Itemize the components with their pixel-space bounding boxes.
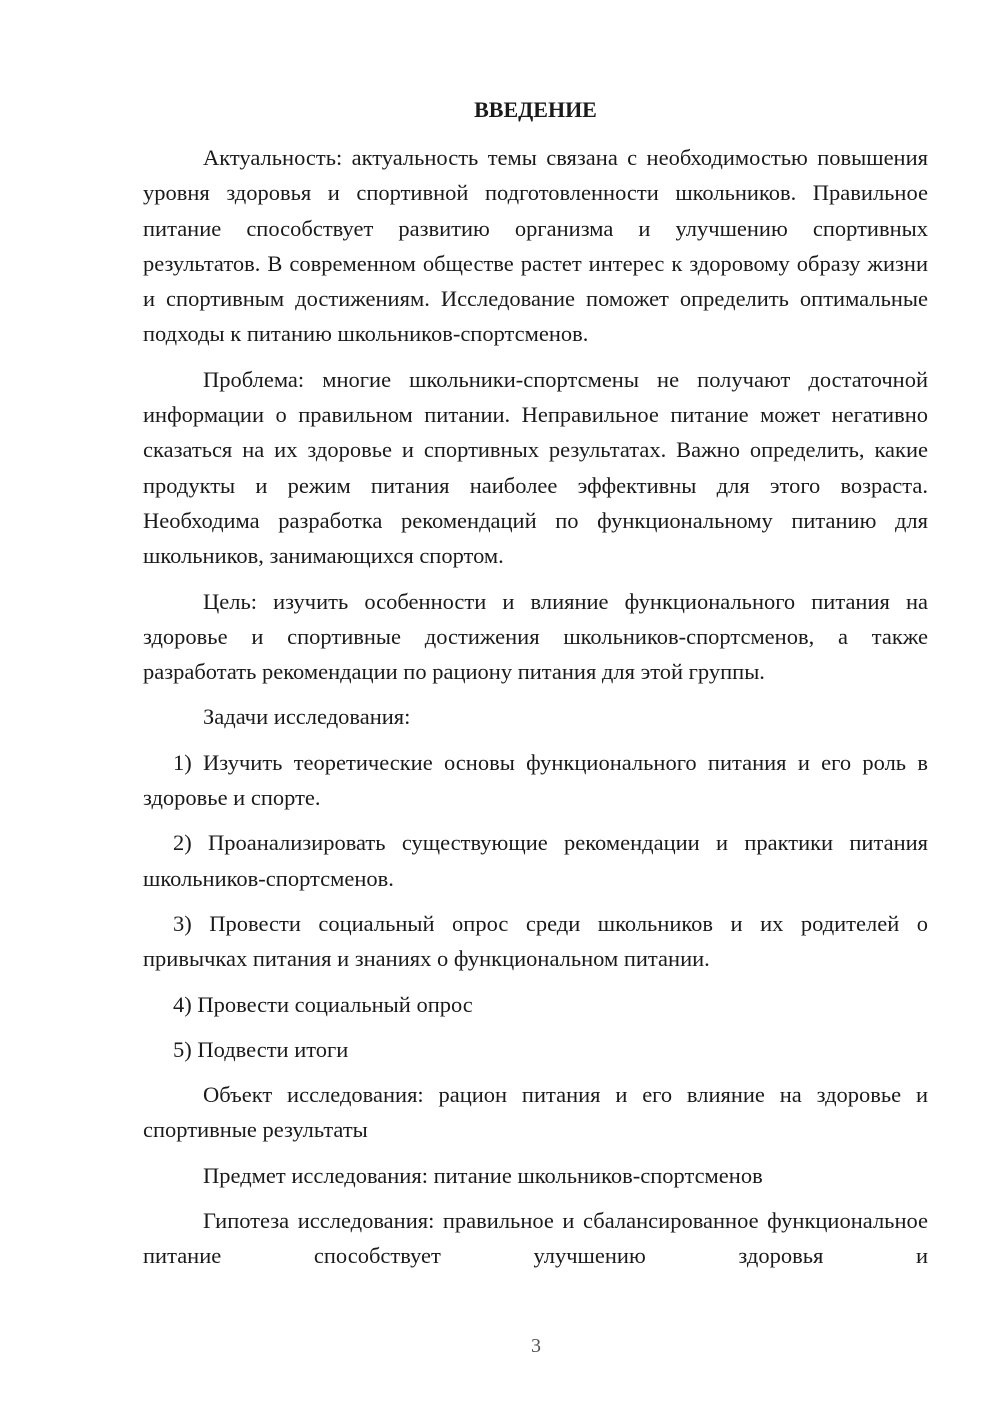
page-title: ВВЕДЕНИЕ [474, 97, 597, 122]
document-page [143, 92, 928, 1274]
subject-paragraph: Предмет исследования: питание школьников-спортсменов [203, 1162, 763, 1188]
task-item-5: 5) Подвести итоги [173, 1036, 349, 1062]
object-paragraph: Объект исследования: рацион питания и его влияние на здоровье и спортивные результаты [143, 1082, 928, 1143]
hypothesis-paragraph: Гипотеза исследования: правильное и сбалансированное функциональное питание способствует улучшению здоровья и [143, 1208, 928, 1269]
task-item-2: 2) Проанализировать существующие рекомендации и практики питания школьников-спортсменов. [143, 830, 928, 891]
task-item-3: 3) Провести социальный опрос среди школьников и их родителей о привычках питания и знаниях о функциональном питании. [143, 910, 928, 972]
task-item-4: 4) Провести социальный опрос [173, 991, 473, 1017]
tasks-heading: Задачи исследования: [203, 704, 411, 730]
task-item-1: 1) Изучить теоретические основы функционального питания и его роль в здоровье и спорте. [143, 749, 928, 811]
goal-paragraph: Цель: изучить особенности и влияние функционального питания на здоровье и спортивные достижения школьников-спортсменов, а также разработать рекомендации по рациону питания для этой группы. [143, 588, 928, 685]
problem-paragraph: Проблема: многие школьники-спортсмены не получают достаточной информации о правильном питании. Неправильное питание может негативно сказаться на их здоровье и спортивных результатах. Важно определить, какие продукты и режим питания наиболее эффективны для этого возраста. Необходима разработка рекомендаций по функциональному питанию для школьников, занимающихся спортом. [143, 366, 928, 569]
relevance-paragraph: Актуальность: актуальность темы связана с необходимостью повышения уровня здоровья и спортивной подготовленности школьников. Правильное питание способствует развитию организма и улучшению спортивных результатов. В современном обществе растет интерес к здоровому образу жизни и спортивным достижениям. Исследование поможет определить оптимальные подходы к питанию школьников-спортсменов. [143, 145, 928, 347]
page-number: 3 [531, 1335, 541, 1357]
